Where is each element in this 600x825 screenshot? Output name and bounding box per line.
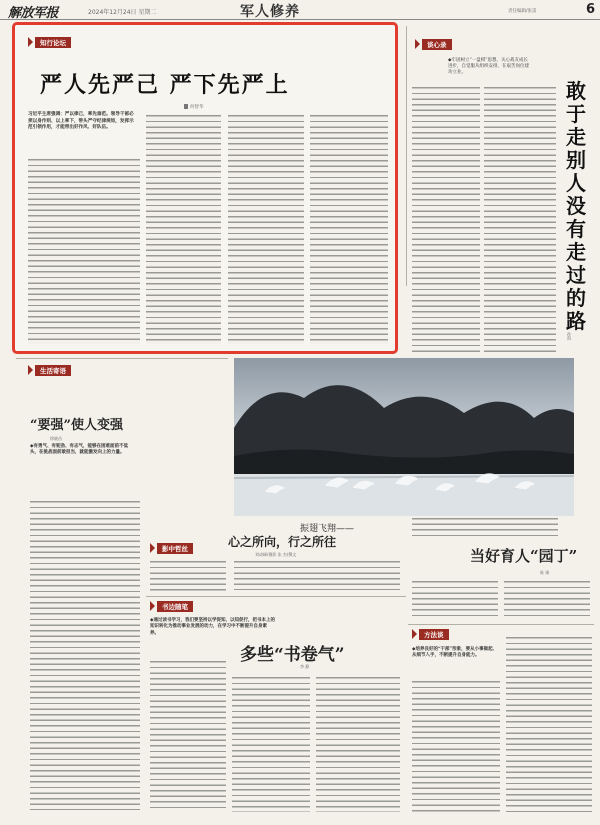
- section-divider: [408, 624, 594, 625]
- editor-credit: 责任编辑/张雷: [508, 9, 537, 14]
- badge-triangle-icon: [28, 365, 33, 375]
- talk-vertical-headline[interactable]: 敢于走别人没有走过的路: [566, 79, 586, 333]
- method-body-column-1: [412, 680, 500, 812]
- lead-body-column-3: [228, 114, 304, 344]
- book-headline[interactable]: 多些“书卷气”: [240, 645, 345, 665]
- lead-headline[interactable]: 严人先严己 严下先严上: [40, 72, 290, 98]
- talk-byline: 孙凯: [567, 332, 572, 340]
- column-badge-forum: [28, 36, 71, 48]
- lead-body-column-1: [28, 158, 140, 344]
- column-badge-talk: [415, 38, 452, 50]
- issue-date: 2024年12月24日 星期二: [88, 9, 157, 16]
- byline-marker-icon: [184, 104, 188, 109]
- section-divider: [146, 596, 406, 597]
- badge-label: 方法谈: [419, 629, 449, 640]
- swans-photo[interactable]: [234, 358, 574, 516]
- badge-label: 生活寄语: [35, 365, 71, 376]
- badge-triangle-icon: [150, 543, 155, 553]
- page-number: 6: [586, 2, 596, 17]
- gardener-headline[interactable]: 当好育人“园丁”: [470, 547, 578, 565]
- column-badge-book: [150, 600, 193, 612]
- life-headline[interactable]: “要强”使人变强: [30, 418, 123, 433]
- badge-triangle-icon: [28, 37, 33, 47]
- badge-label: 书边随笔: [157, 601, 193, 612]
- life-byline: 徐晓昌: [50, 436, 62, 441]
- book-byline: 李 静: [300, 664, 310, 669]
- photo-text-column-1: [150, 560, 226, 594]
- talk-lead: ◆牢固树立“一盘棋”思想，关心战友成长进步，自觉服从组织安排，在艰苦岗位建功立业。: [448, 58, 529, 76]
- talk-body-column-1: [412, 86, 480, 354]
- gardener-byline: 陈 瑛: [540, 570, 550, 575]
- badge-triangle-icon: [150, 601, 155, 611]
- column-divider: [406, 26, 407, 286]
- newspaper-name: 解放军报: [8, 6, 59, 21]
- badge-triangle-icon: [415, 39, 420, 49]
- life-summary: ◆有勇气、有韧劲、有志气，能够在困难面前不低头，在挑战面前敢担当，就能激发向上的力量。: [30, 444, 128, 456]
- gardener-body-column-1: [412, 580, 498, 620]
- photo-title[interactable]: 心之所向，行之所往: [228, 535, 337, 549]
- gardener-body-column-2: [504, 580, 590, 620]
- badge-triangle-icon: [412, 629, 417, 639]
- column-badge-photo: [150, 542, 193, 554]
- book-summary: ◆通过读书学习，我们要坚持以学促知、以知促行，把书本上的知识转化为推动事业发展的动力，在学习中不断提升自身素养。: [150, 618, 275, 636]
- life-body-column: [30, 500, 140, 810]
- section-divider: [16, 358, 228, 359]
- lead-body-column-2: [146, 114, 221, 344]
- lead-summary: 习近平主席强调：严以律己，率先垂范。领导干部必须以身作则、以上率下，带头严守纪律规矩，发挥示范引领作用，才能带出好作风、好队伍。: [28, 112, 134, 131]
- book-body-column-3: [316, 676, 400, 812]
- talk-body-column-2: [484, 86, 556, 354]
- badge-label: 谈心录: [422, 39, 452, 50]
- lead-body-column-4: [310, 114, 388, 344]
- photo-caption: 振翅飞翔——: [300, 524, 355, 534]
- photo-credit: 刘成峰/摄影 张 杰/撰文: [255, 552, 297, 557]
- book-body-column-2: [232, 676, 310, 812]
- method-body-column-2: [506, 636, 592, 812]
- badge-label: 知行论坛: [35, 37, 71, 48]
- photo-text-column-2: [234, 560, 400, 590]
- lead-byline: 何智华: [190, 105, 204, 110]
- method-summary: ◆培养良好的“干部”形象，要从小事做起、从细节入手，不断提升自身能力。: [412, 647, 498, 659]
- column-badge-life: [28, 364, 71, 376]
- badge-label: 影中哲丝: [157, 543, 193, 554]
- section-title: 军人修养: [240, 4, 300, 20]
- book-body-column-1: [150, 660, 226, 812]
- swans-photo-graphic: [234, 358, 574, 516]
- column-badge-method: [412, 628, 449, 640]
